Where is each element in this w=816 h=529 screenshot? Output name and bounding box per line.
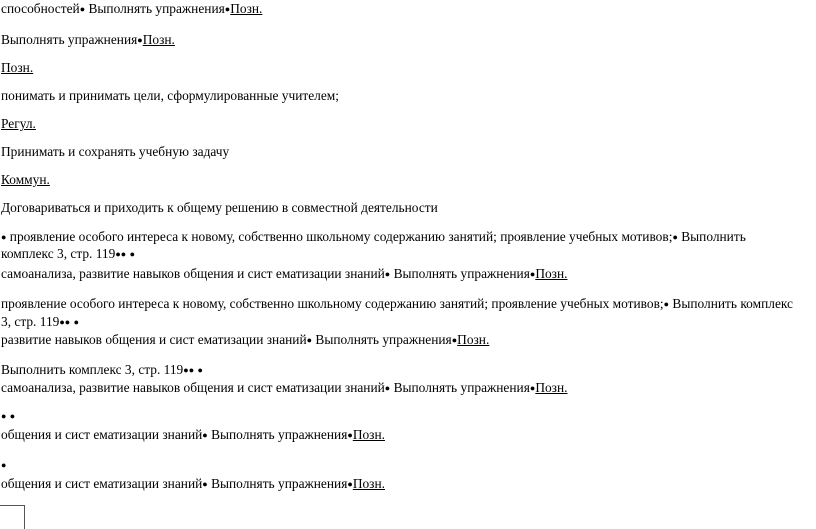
line-14 [1,332,489,349]
bullet-icon: ● [197,365,203,375]
line-15 [1,362,203,379]
text: Выполнять упражнения [85,1,225,16]
bullet-icon: ● [183,365,189,375]
pozn-link[interactable]: Позн. [535,380,568,395]
line-11 [1,266,567,283]
bullet-icon: ● [59,317,65,327]
bullet-icon: ● [129,249,135,259]
line-7 [1,172,50,188]
bullet-icon: ● [115,249,121,259]
pozn-heading[interactable]: Позн. [1,60,34,75]
bullet-icon: ● [529,269,536,279]
text: Выполнять упражнения [390,380,530,395]
bullet-icon: ● [224,4,231,14]
pozn-link[interactable]: Позн. [535,266,568,281]
bullet-icon: ● [64,317,71,327]
line-1 [1,1,262,18]
text: комплекс 3, стр. 119 [1,246,116,261]
bullet-icon: ● [120,249,127,259]
line-17 [1,408,15,425]
text: самоанализа, развитие навыков общения и сист ематизации знаний [1,380,385,395]
line-20 [1,476,385,493]
bullet-icon: ● [663,299,670,309]
bullet-icon: ● [73,317,80,327]
bullet-icon: ● [137,35,143,45]
line-19 [1,457,6,474]
bullet-icon: ● [347,430,353,440]
text: Выполнить комплекс [669,296,794,311]
bullet-icon: ● [79,4,86,14]
text: общения и сист ематизации знаний [1,427,203,442]
pozn-link[interactable]: Позн. [230,1,263,16]
regul-heading[interactable]: Регул. [1,116,36,131]
line-6 [1,144,229,160]
bullet-icon: ● [1,460,7,470]
line-8 [1,200,438,216]
text: общения и сист ематизации знаний [1,476,203,491]
text: Выполнить комплекс 3, стр. 119 [1,362,184,377]
line-10 [1,246,135,263]
bullet-icon: ● [202,479,208,489]
bullet-icon: ● [529,383,536,393]
bullet-icon: ● [384,269,391,279]
line-16 [1,380,567,397]
text: Выполнять упражнения [207,427,348,442]
pozn-link[interactable]: Позн. [352,427,385,442]
kommun-heading[interactable]: Коммун. [1,172,50,187]
line-18 [1,427,385,444]
line-2 [1,32,175,49]
text: самоанализа, развитие навыков общения и сист ематизации знаний [1,266,385,281]
text: Принимать и сохранять учебную задачу [1,144,230,159]
bullet-icon: ● [384,383,391,393]
text: развитие навыков общения и сист ематизации знаний [1,332,307,347]
line-4 [1,88,339,104]
text: Договариваться и приходить к общему решению в совместной деятельности [1,200,438,215]
line-3 [1,60,33,76]
pozn-link[interactable]: Позн. [142,32,175,47]
line-9 [1,229,746,246]
bullet-icon: ● [306,335,313,345]
bullet-icon: ● [672,232,678,242]
table-cell-border [0,505,25,529]
text: проявление особого интереса к новому, собственно школьному содержанию занятий; проявление учебных мотивов; [6,229,673,244]
line-13 [1,314,79,331]
bullet-icon: ● [1,411,7,421]
bullet-icon: ● [9,411,16,421]
text: Выполнить [677,229,746,244]
text: Выполнять упражнения [1,32,138,47]
text: 3, стр. 119 [1,314,60,329]
pozn-link[interactable]: Позн. [457,332,490,347]
line-5 [1,116,36,132]
bullet-icon: ● [1,232,7,242]
text: Выполнять упражнения [207,476,348,491]
bullet-icon: ● [188,365,195,375]
bullet-icon: ● [347,479,353,489]
text: Выполнять упражнения [390,266,530,281]
bullet-icon: ● [451,335,458,345]
text: проявление особого интереса к новому, собственно школьному содержанию занятий; проявление учебных мотивов; [1,296,664,311]
text: способностей [1,1,80,16]
line-12 [1,296,793,313]
text: Выполнять упражнения [312,332,452,347]
bullet-icon: ● [202,430,208,440]
text: понимать и принимать цели, сформулированные учителем; [1,88,340,103]
pozn-link[interactable]: Позн. [352,476,385,491]
